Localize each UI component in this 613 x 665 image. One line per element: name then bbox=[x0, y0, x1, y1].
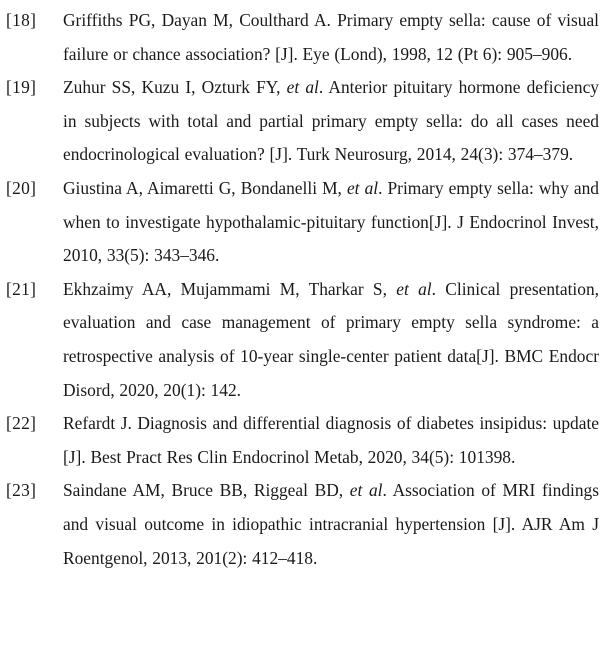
reference-text: Ekhzaimy AA, Mujammami M, Tharkar S, et al. Clinical presentation, evaluation and case management of primary empty sella syndrome: a retrospective analysis of 10-year single-center patient data[J]. BMC Endocr Disord, 2020, 20(1): 142. bbox=[63, 278, 600, 400]
reference-text: Giustina A, Aimaretti G, Bondanelli M, et al. Primary empty sella: why and when to investigate hypothalamic-pituitary function[J]. J Endocrinol Invest, 2010, 33(5): 343–346. bbox=[63, 177, 599, 266]
reference-number: [18] bbox=[6, 10, 37, 30]
reference-text: Refardt J. Diagnosis and differential diagnosis of diabetes insipidus: update [J]. Best Pract Res Clin Endocrinol Metab, 2020, 34(5): 101398. bbox=[63, 413, 599, 467]
reference-item bbox=[6, 273, 599, 407]
reference-item bbox=[6, 4, 599, 71]
reference-number: [20] bbox=[6, 177, 37, 198]
reference-number: [22] bbox=[6, 413, 37, 434]
reference-text: Griffiths PG, Dayan M, Coulthard A. Primary empty sella: cause of visual failure or chance association? [J]. Eye (Lond), 1998, 12 (Pt 6): 905–906. bbox=[63, 10, 599, 64]
reference-number: [19] bbox=[6, 77, 37, 98]
reference-item bbox=[6, 172, 599, 273]
reference-number: [23] bbox=[6, 480, 37, 501]
reference-text: Saindane AM, Bruce BB, Riggeal BD, et al. Association of MRI findings and visual outcome in idiopathic intracranial hypertension [J]. AJR Am J Roentgenol, 2013, 201(2): 412–418. bbox=[63, 480, 600, 568]
reference-text: Zuhur SS, Kuzu I, Ozturk FY, et al. Anterior pituitary hormone deficiency in subjects with total and partial primary empty sella: do all cases need endocrinological evaluation? [J]. Turk Neurosurg, 2014, 24(3): 374–379. bbox=[63, 77, 599, 165]
reference-item bbox=[6, 71, 599, 172]
reference-item bbox=[6, 474, 599, 575]
reference-list bbox=[6, 4, 599, 575]
reference-number: [21] bbox=[6, 278, 37, 299]
reference-item bbox=[6, 407, 599, 474]
